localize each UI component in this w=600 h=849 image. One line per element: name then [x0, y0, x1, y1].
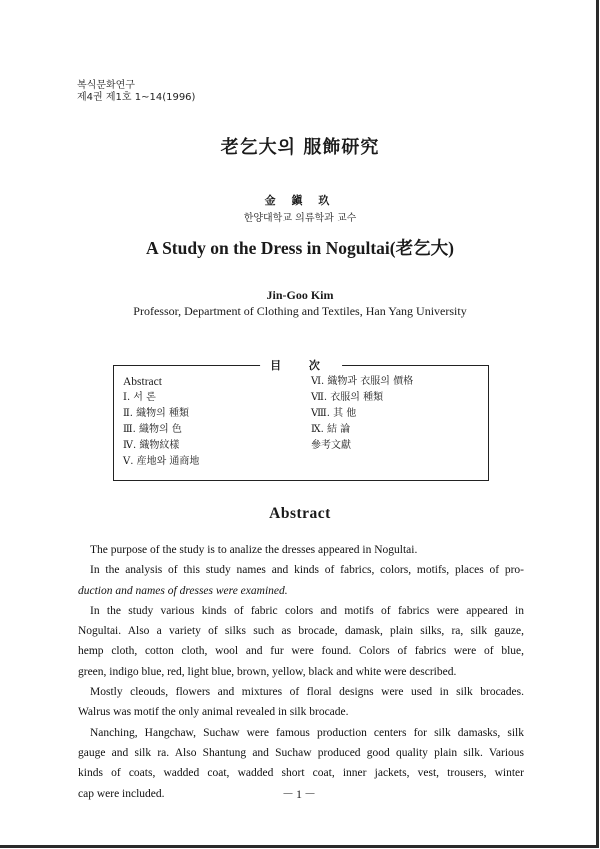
abstract-body: [78, 540, 524, 804]
toc-item: Ⅲ. 織物의 色: [123, 424, 182, 435]
english-affiliation: Professor, Department of Clothing and Textiles, Han Yang University: [133, 304, 467, 318]
toc-item: 參考文獻: [311, 440, 351, 451]
toc-item: Ⅳ. 織物紋樣: [123, 440, 180, 451]
toc-item: Ⅵ. 織物과 衣服의 價格: [311, 376, 414, 387]
journal-header: [77, 80, 195, 104]
korean-author: 金 鎭 玖: [264, 194, 336, 207]
abstract-line: duction and names of dresses were examined.: [78, 584, 288, 597]
abstract-heading: Abstract: [269, 505, 331, 522]
toc-item: Ⅶ. 衣服의 種類: [311, 392, 384, 403]
toc-item: Ⅰ. 서 론: [123, 392, 156, 403]
table-of-contents: [113, 359, 489, 481]
toc-item: Ⅷ. 其 他: [311, 408, 357, 419]
journal-volume: 제4권 제1호 1~14(1996): [77, 92, 196, 103]
toc-left-column: [123, 374, 199, 470]
abstract-line: green, indigo blue, red, light blue, brown, yellow, black and white were described.: [78, 665, 457, 678]
toc-item: Ⅱ. 織物의 種類: [123, 408, 189, 419]
abstract-line: The purpose of the study is to analize the dresses appeared in Nogultai.: [90, 544, 418, 556]
abstract-line: kinds of coats, wadded coat, wadded short coat, inner jackets, vest, trousers, winter: [78, 767, 524, 780]
abstract-line: cap were included.: [78, 787, 165, 800]
page-number: －1－: [281, 787, 318, 801]
toc-right-column: [311, 374, 413, 454]
abstract-line: hemp cloth, cotton cloth, wool and fur were found. Colors of fabrics were of blue,: [78, 645, 524, 658]
english-author: Jin-Goo Kim: [266, 288, 334, 302]
abstract-line: Mostly cleouds, flowers and mixtures of floral designs were used in silk brocades.: [90, 686, 524, 699]
abstract-line: Nogultai. Also a variety of silks such as brocade, damask, plain silks, ra, silk gauze,: [78, 625, 524, 638]
korean-title: 老乞大의 服飾研究: [220, 137, 380, 158]
journal-name: 복식문화연구: [77, 80, 135, 91]
abstract-line: Walrus was motif the only animal revealed in silk brocade.: [78, 706, 349, 719]
abstract-line: In the study various kinds of fabric colors and motifs of fabrics were appeared in: [90, 604, 524, 617]
korean-affiliation: 한양대학교 의류학과 교수: [243, 213, 357, 224]
toc-item: Ⅴ. 産地와 通商地: [123, 456, 200, 467]
english-title: A Study on the Dress in Nogultai(老乞大): [146, 238, 454, 258]
abstract-line: Nanching, Hangchaw, Suchaw were famous production centers for silk damasks, silk: [90, 726, 524, 739]
toc-item: Ⅸ. 結 論: [311, 424, 351, 435]
abstract-line: gauge and silk ra. Also Shantung and Suchaw produced good quality plain silk. Various: [78, 746, 524, 759]
toc-heading: 目 次: [260, 357, 342, 373]
toc-item: Abstract: [123, 376, 162, 388]
abstract-line: In the analysis of this study names and kinds of fabrics, colors, motifs, places of pro-: [90, 564, 524, 577]
